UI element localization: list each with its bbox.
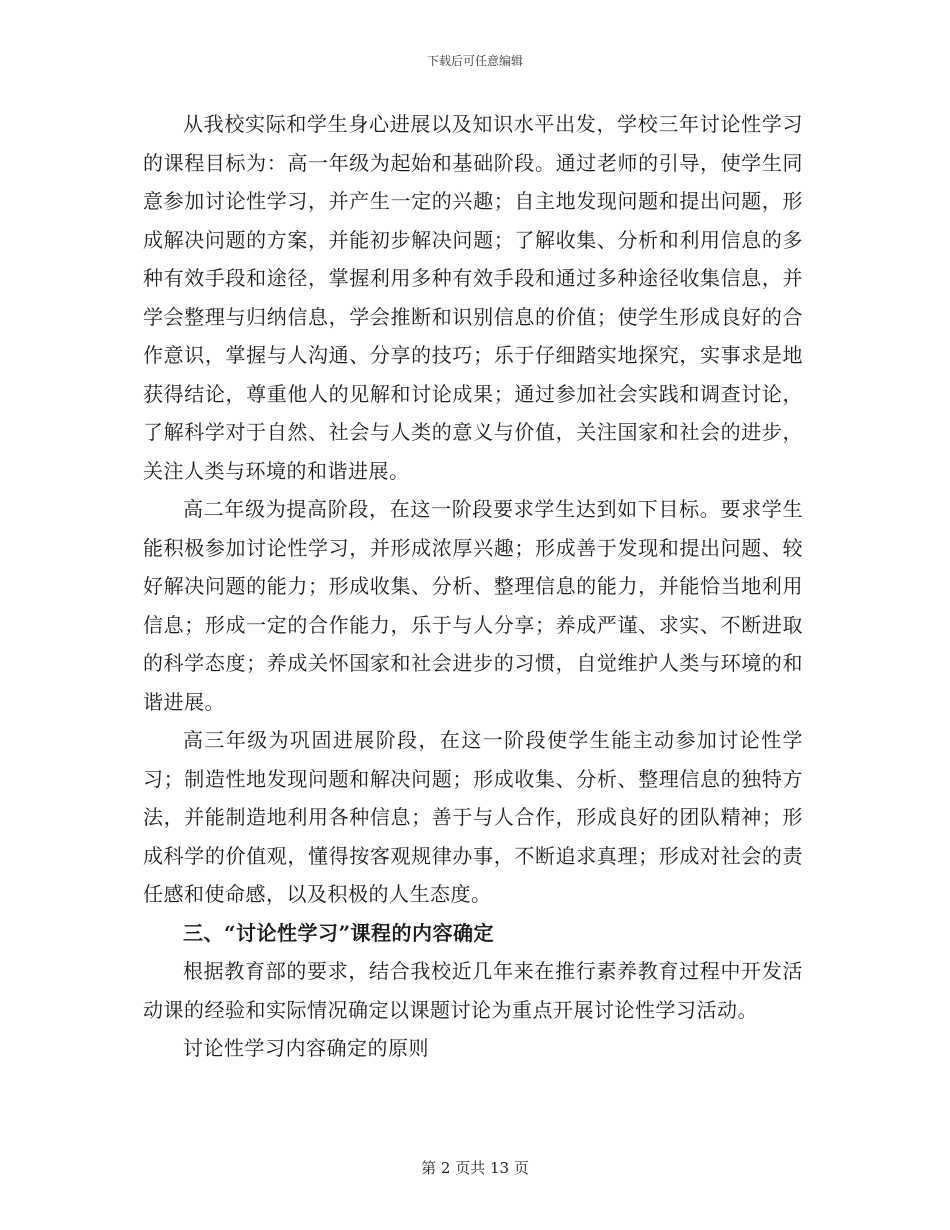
paragraph-grade-one-goals: 从我校实际和学生身心进展以及知识水平出发，学校三年讨论性学习的课程目标为：高一年级为起始和基础阶段。通过老师的引导，使学生同意参加讨论性学习，并产生一定的兴趣；自主地发现问题和提出问题，形成解决问题的方案，并能初步解决问题；了解收集、分析和利用信息的多种有效手段和途径，掌握利用多种有效手段和通过多种途径收集信息，并学会整理与归纳信息，学会推断和识别信息的价值；使学生形成良好的合作意识，掌握与人沟通、分享的技巧；乐于仔细踏实地探究，实事求是地获得结论，尊重他人的见解和讨论成果；通过参加社会实践和调查讨论，了解科学对于自然、社会与人类的意义与价值，关注国家和社会的进步，关注人类与环境的和谐进展。	[143, 112, 803, 483]
page-number: 第 2 页共 13 页	[421, 1159, 529, 1177]
paragraph-grade-three-goals: 高三年级为巩固进展阶段，在这一阶段使学生能主动参加讨论性学习；制造性地发现问题和解决问题；形成收集、分析、整理信息的独特方法，并能制造地利用各种信息；善于与人合作，形成良好的团队精神；形成科学的价值观，懂得按客观规律办事，不断追求真理；形成对社会的责任感和使命感，以及积极的人生态度。	[143, 728, 803, 906]
paragraph-content-basis: 根据教育部的要求，结合我校近几年来在推行素养教育过程中开发活动课的经验和实际情况确定以课题讨论为重点开展讨论性学习活动。	[143, 959, 803, 1022]
paragraph-grade-two-goals: 高二年级为提高阶段，在这一阶段要求学生达到如下目标。要求学生能积极参加讨论性学习，并形成浓厚兴趣；形成善于发现和提出问题、较好解决问题的能力；形成收集、分析、整理信息的能力，并能恰当地利用信息；形成一定的合作能力，乐于与人分享；养成严谨、求实、不断进取的科学态度；养成关怀国家和社会进步的习惯，自觉维护人类与环境的和谐进展。	[143, 497, 803, 714]
section-heading-content: 三、“讨论性学习”课程的内容确定	[183, 920, 495, 945]
paragraph-content-principles: 讨论性学习内容确定的原则	[183, 1036, 429, 1060]
page-header: 下载后可任意编辑	[426, 54, 523, 68]
document-body	[143, 105, 803, 1068]
